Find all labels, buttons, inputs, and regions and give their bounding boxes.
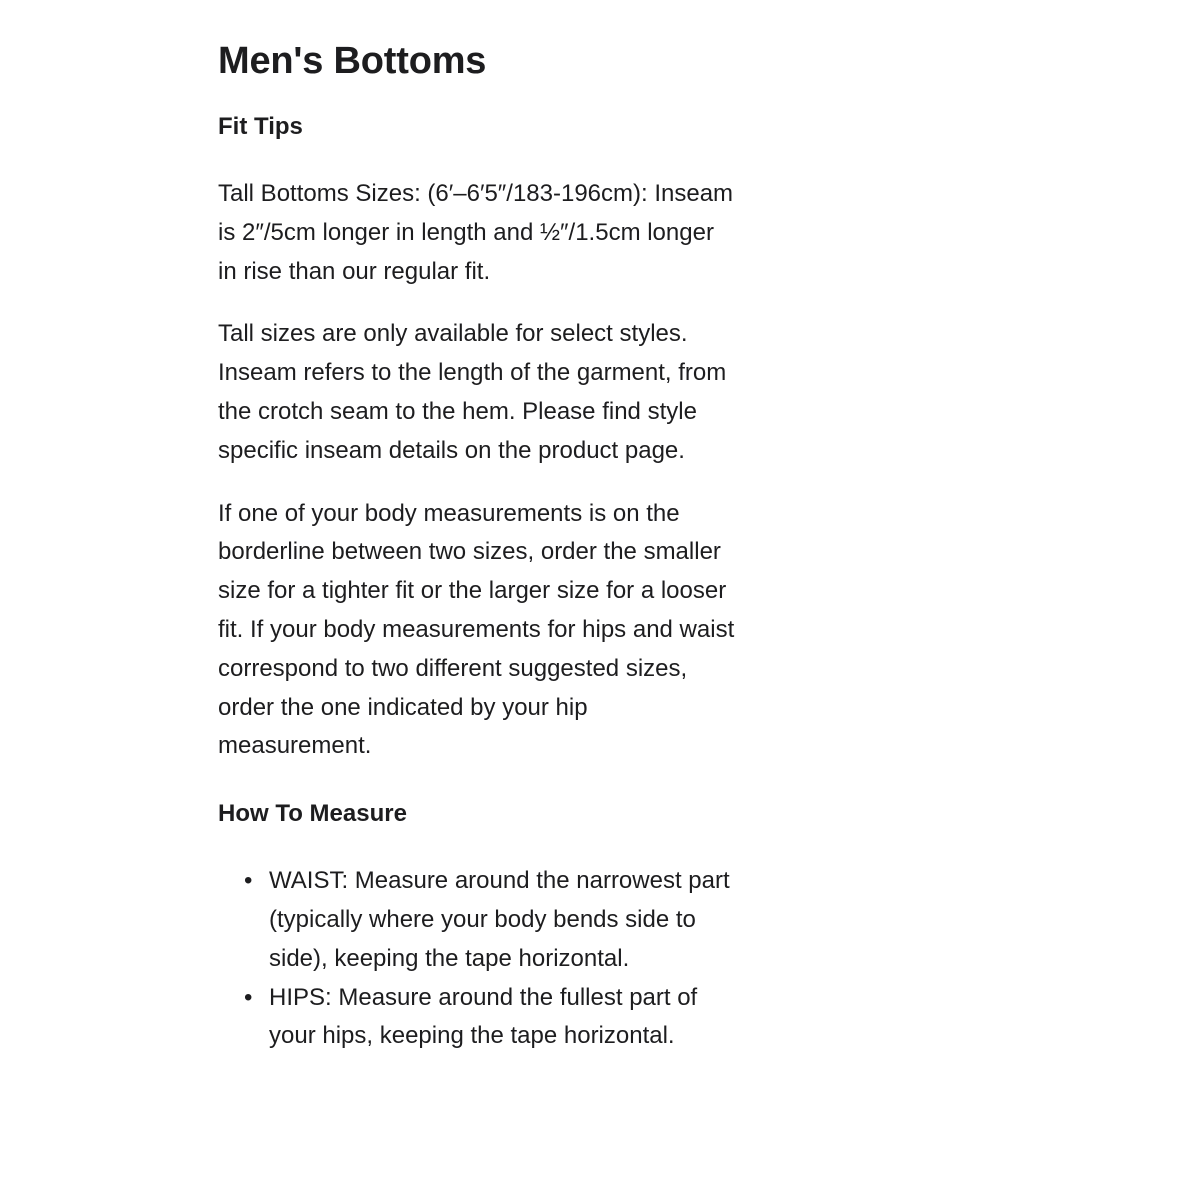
fit-tips-paragraph-tall-sizes: Tall Bottoms Sizes: (6′–6′5″/183-196cm): Inseam is 2″/5cm longer in length and ½″/1.5cm longer in rise than our regular fit. (218, 180, 734, 285)
page-title: Men's Bottoms (218, 40, 487, 82)
bullet-icon: • (244, 983, 253, 1011)
list-item-text: WAIST: Measure around the narrowest part (typically where your body bends side to side), keeping the tape horizontal. (269, 867, 730, 972)
fit-tips-paragraph-borderline: If one of your body measurements is on the borderline between two sizes, order the smaller size for a tighter fit or the larger size for a looser fit. If your body measurements for hips and waist correspond to two different suggested sizes, order the one indicated by your hip measurement. (218, 499, 735, 760)
list-item-waist (244, 862, 738, 978)
size-guide-content (218, 38, 738, 1056)
list-item-text: HIPS: Measure around the fullest part of your hips, keeping the tape horizontal. (269, 983, 698, 1050)
list-item-hips (244, 979, 738, 1057)
bullet-icon: • (244, 867, 253, 895)
measure-list (218, 862, 738, 1056)
fit-tips-paragraph-inseam: Tall sizes are only available for select styles. Inseam refers to the length of the garment, from the crotch seam to the hem. Please find style specific inseam details on the product page. (218, 320, 727, 464)
how-to-measure-heading: How To Measure (218, 800, 407, 828)
fit-tips-heading: Fit Tips (218, 113, 303, 140)
